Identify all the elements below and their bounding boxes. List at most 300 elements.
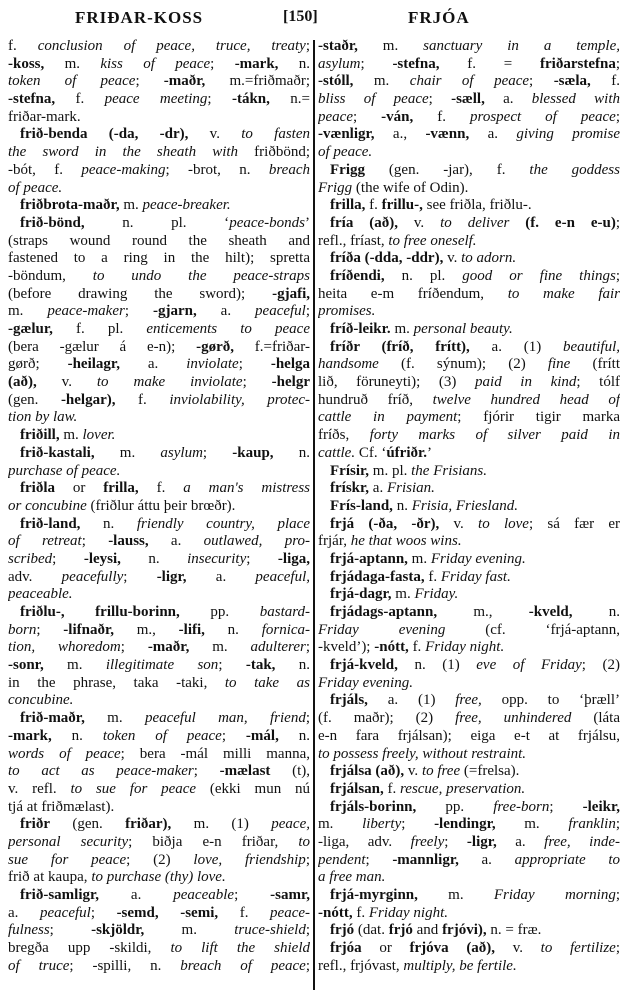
body-text: f. [590,73,620,90]
headword-text: frískr, [330,480,370,497]
text-line [8,498,310,516]
body-text: a. [119,356,187,373]
body-text: v. [439,515,479,532]
headword-text: fríðr (fríð, frítt), [330,338,470,355]
text-line [8,144,310,162]
body-text: ; [444,833,467,850]
definition-text: cattle. [318,444,356,461]
body-text: m. [119,197,143,214]
definition-text: to undo the peace-straps [92,267,310,284]
entry-start-line [8,604,310,622]
definition-text: scribed [8,550,53,567]
body-text: (friðlur áttu þeir brœðr). [86,497,236,514]
headword-text: -mark, [234,55,279,72]
headword-text: frið-samligr, [20,887,100,903]
body-text: n. [278,55,310,72]
body-text: ; [615,55,620,72]
body-text: m. [84,710,145,727]
body-text: (straps wound round the sheath and [8,232,310,249]
text-line [8,56,310,74]
definition-text: inviolability, protec- [169,391,310,408]
definition-text: rescue, preservation. [400,780,526,797]
body-text: ; biðja e-n friðar, [128,833,299,850]
definition-text: sanctuary in a temple, [423,38,620,54]
headword-text: -tak, [245,657,276,674]
entry-start-line [318,657,620,675]
text-line [318,303,620,321]
headword-text: friðbrota-maðr, [20,197,120,214]
body-text: frjár, [318,533,351,550]
definition-text: peace-making [81,161,166,178]
text-line [8,692,310,710]
body-text: ; [210,55,235,72]
text-line [8,763,310,781]
body-text: ; [242,374,272,391]
text-line [8,38,310,56]
definition-text: peace, [271,816,310,833]
body-text: m., [113,621,179,638]
definition-text: to deliver [440,214,510,231]
body-text: n. (1) [397,657,477,674]
body-text: fríðs, [318,427,370,444]
definition-text: enticements to peace [146,321,310,337]
definition-text: eve of Friday [476,657,582,674]
definition-text: chair of peace [409,73,530,90]
definition-text: of peace. [8,179,63,196]
body-text: n. pl. ‘ [84,214,230,231]
headword-text: -sæll, [451,91,485,108]
entry-start-line [318,250,620,268]
body-text: frið at kaupa, [8,869,92,886]
headword-text: fríðendi, [330,267,385,284]
body-text: ; (2) [126,851,194,868]
body-text: f. [352,904,369,921]
entry-start-line [318,463,620,481]
text-line [8,91,310,109]
headword-text: Frísir, [330,462,370,479]
body-text: n. [120,550,188,567]
definition-text: to act as peace-maker [8,763,194,780]
definition-text: free, [455,692,482,709]
left-column [8,38,310,975]
body-text: ; [305,38,310,54]
body-text: in the phrase, taka -taki, [8,674,225,691]
headword-text: -lendingr, [434,816,496,833]
body-text: (the wife of Odin). [352,179,469,196]
page-number: [150] [283,8,318,25]
headword-text: -stefna, [392,55,440,72]
body-text: a. (1) [469,338,563,355]
text-line [8,356,310,374]
definition-text: asylum [318,55,361,72]
text-line [318,56,620,74]
entry-start-line [318,268,620,286]
entry-start-line [8,427,310,445]
headword-text: friðill, [20,427,60,444]
text-line [8,728,310,746]
definition-text: or concubine [8,497,87,514]
body-text: opp. to ‘þræll’ [481,692,620,709]
body-text: n. pl. [384,267,463,284]
text-line [8,233,310,251]
body-text: bregða upp -skildi, [8,940,171,957]
body-text: m. [417,887,494,903]
definition-text: he that woos wins. [350,533,462,550]
definition-text: the goddess [529,161,620,178]
entry-start-line [8,887,310,905]
text-line [8,799,310,817]
headword-text: -ligr, [466,833,497,850]
text-line [318,445,620,463]
body-text [509,215,525,231]
body-text: ; [135,73,164,90]
definition-text: concubine. [8,692,74,709]
text-line [318,286,620,304]
text-line [318,180,620,198]
body-text: f. = [439,55,541,72]
headword-text: -kaup, [232,444,274,461]
headword-text: frjá-dagr, [330,586,392,603]
text-line [8,746,310,764]
body-text: n. [51,727,103,744]
body-text: m. [495,816,569,833]
body-text: -kveld’); [318,639,375,656]
headword-text: frið-bönd, [20,214,85,231]
body-text: v. [443,250,462,267]
body-text: ; [305,922,310,939]
definition-text: free, unhindered [455,710,572,727]
body-text: adv. [8,568,62,585]
entry-start-line [8,516,310,534]
definition-text: personal beauty. [413,321,513,337]
body-text: e-n fara frjálsan); eiga e-t at frjálsu, [318,727,620,744]
body-text: ; [90,904,117,921]
definition-text: to free [421,763,461,780]
body-text: (before drawing the sword); [8,285,273,302]
definition-text: freely [410,833,445,850]
text-line [318,728,620,746]
definition-text: to fertilize [540,940,616,957]
body-text: f. [408,639,426,656]
headword-text: frjóva (að), [409,940,496,957]
definition-text: to sue for peace [70,780,197,797]
headword-text: frjá-aptann, [330,550,408,567]
body-text: m. [44,55,101,72]
definition-text: bliss of peace [318,91,429,108]
headword-text: -lauss, [108,533,149,550]
definition-text: peaceable [173,887,235,903]
headword-text: -lifnaðr, [63,621,114,638]
body-text: m. [59,427,83,444]
definition-text: tion by law. [8,409,78,426]
definition-text: fine [547,356,571,373]
definition-text: truce-shield [234,922,306,939]
body-text: (cf. ‘frjá-aptann, [445,621,620,638]
body-text: m. [189,639,251,656]
body-text: -böndum, [8,267,93,284]
headword-text: friðarstefna [540,55,616,72]
entry-start-line [318,604,620,622]
text-line [8,162,310,180]
body-text: ; [428,91,452,108]
body-text: lið, föruneyti); (3) [318,374,476,391]
headword-text: frjáls-borinn, [330,798,417,815]
headword-text: friðla [20,480,55,497]
body-text: ; (2) [581,657,620,674]
headword-text: -leysi, [83,550,121,567]
definition-text: Frigg [318,179,353,196]
body-text: (láta [571,710,620,727]
definition-text: Frisia, Friesland. [411,497,518,514]
body-text: m. [43,657,106,674]
body-text: m. [390,321,414,337]
definition-text: born [8,621,37,638]
body-text: n. [204,621,262,638]
definition-text: peaceful [40,904,91,921]
body-text: m. (1) [171,816,272,833]
body-text: Cf. ‘ [355,444,387,461]
body-text: f.=friðar- [234,338,310,355]
body-text: m. [353,73,410,90]
body-text: (frítt [570,356,620,373]
definition-text: purchase of peace. [8,462,121,479]
body-text: ; [36,621,64,638]
headword-text: -semd, -semi, [116,904,219,921]
definition-text: free, inde- [544,833,620,850]
headword-text: -kveld, [528,604,573,620]
headword-text: -gælur, [8,321,53,337]
headword-text: frilla, [103,480,139,497]
body-text: pp. [416,798,494,815]
body-text: pp. [179,604,260,620]
entry-start-line [318,569,620,587]
text-line [318,958,620,976]
body-text: (gen. [8,391,61,408]
definition-text: a free man. [318,869,386,886]
text-line [8,586,310,604]
body-text: a. [469,126,517,143]
text-line [8,533,310,551]
body-text: m., [437,604,529,620]
headword-text: frið-maðr, [20,710,85,727]
body-text: ; [305,710,310,727]
body-text: (f. sýnum); (2) [378,356,548,373]
body-text: f. [413,108,471,125]
definition-text: prospect of peace [470,108,616,125]
body-text: ; [615,940,620,957]
headword-text: -sonr, [8,657,44,674]
body-text: m. [144,922,235,939]
definition-text: of peace. [318,144,373,161]
text-line [8,250,310,268]
entry-start-line [318,162,620,180]
definition-text: bastard- [259,604,310,620]
text-line [8,569,310,587]
definition-text: to free oneself. [388,232,477,249]
body-text: ; [305,851,310,868]
body-text: ; [193,763,220,780]
text-line [8,286,310,304]
definition-text: forty marks of silver paid in [369,427,620,444]
text-line [8,852,310,870]
headword-text: -skjöldr, [91,922,145,939]
body-text: m.=friðmaðr; [205,73,310,90]
entry-start-line [318,887,620,905]
text-line [318,639,620,657]
headword-text: -leikr, [582,798,620,815]
body-text: n. [392,497,412,514]
headword-text: friðr [20,816,50,833]
text-line [8,657,310,675]
body-text: ; [207,91,232,108]
definition-text: kiss of peace [100,55,211,72]
headword-text: -koss, [8,55,45,72]
definition-text: to make fair [507,285,620,302]
text-line [8,869,310,887]
definition-text: token of peace [102,727,222,744]
definition-text: a man's mistress [183,480,310,497]
entry-start-line [318,321,620,339]
body-text: ; [221,727,246,744]
definition-text: peace-bonds [229,214,305,231]
definition-text: lover. [82,427,116,444]
text-line [8,622,310,640]
text-line [8,268,310,286]
entry-start-line [318,516,620,534]
body-text: (gen. [49,816,126,833]
definition-text: insecurity [187,550,247,567]
entry-start-line [318,197,620,215]
body-text: v. [397,214,441,231]
definition-text: Friday evening [318,621,446,638]
body-text: m. [318,816,363,833]
definition-text: of retreat [8,533,82,550]
headword-text: (f. e-n e-u) [525,214,616,231]
definition-text: to adorn. [461,250,517,267]
entry-start-line [318,480,620,498]
definition-text: fornica- [261,621,310,638]
body-text: n. [572,604,620,620]
body-text: ; tólf [576,374,620,391]
body-text: v. [188,126,242,143]
entry-start-line [8,710,310,728]
headword-text: -helgar), [60,391,116,408]
body-text: and [412,922,443,939]
body-text: see friðla, friðlu-. [422,197,532,214]
definition-text: peace-maker [47,303,125,320]
definition-text: giving promise [516,126,620,143]
text-line [8,639,310,657]
headword-text: fríða (-dda, -ddr), [330,250,444,267]
headword-text: -nótt, [374,639,409,656]
text-line [318,675,620,693]
headword-text: frillu-, [381,197,423,214]
text-line [8,73,310,91]
headword-text: frið-benda (-da, -dr), [20,126,189,143]
headword-text: -stefna, [8,91,56,108]
text-line [8,321,310,339]
body-text: refl., frjóvast, [318,957,404,974]
body-text: gørð; [8,356,68,373]
body-text: a. [496,833,545,850]
definition-text: to fasten [241,126,310,143]
body-text: a. [8,904,40,921]
definition-text: Friday morning [493,887,616,903]
body-text: ; [549,798,583,815]
definition-text: the sword in the sheath with [8,144,239,161]
entry-start-line [318,215,620,233]
text-line [8,303,310,321]
headword-text: -vænn, [425,126,470,143]
body-text: v. [495,940,541,957]
entry-start-line [8,126,310,144]
text-line [318,622,620,640]
body-text: a., [374,126,426,143]
body-text: ; [352,108,382,125]
headword-text: (að), [8,374,37,391]
entry-start-line [318,922,620,940]
definition-text: handsome [318,356,379,373]
right-column [318,38,620,975]
headword-text: -sæla, [553,73,591,90]
text-line [8,409,310,427]
definition-text: breach [268,161,310,178]
headword-text: frjá-myrginn, [330,887,418,903]
body-text: ; [615,108,620,125]
entry-start-line [8,816,310,834]
headword-text: frjó [330,922,355,939]
body-text: ; [529,73,554,90]
definition-text: peaceful, [255,568,310,585]
headword-text: -nótt, [318,904,353,921]
definition-text: illegitimate son [105,657,219,674]
definition-text: Friday evening. [318,674,413,691]
body-text: refl., fríast, [318,232,389,249]
body-text: ; fjórir tigir marka [457,409,620,426]
body-text: f. [383,780,400,797]
body-text: n. = fræ. [486,922,542,939]
definition-text: multiply, be fertile. [403,957,517,974]
entry-start-line [318,940,620,958]
entry-start-line [318,498,620,516]
running-head-left: FRIÐAR-KOSS [75,8,204,27]
body-text: m. [357,38,424,54]
text-line [318,109,620,127]
definition-text: liberty [362,816,402,833]
body-text: ; [234,887,271,903]
body-text: a. [99,887,174,903]
body-text: f. [8,38,38,54]
definition-text: to make inviolate [96,374,243,391]
headword-text: frjóvi), [442,922,487,939]
body-text: ; [305,957,310,974]
entry-start-line [318,799,620,817]
body-text: f. [365,197,382,214]
definition-text: to love [478,515,529,532]
body-text: m. [407,550,431,567]
body-text: ’ [427,444,433,461]
body-text: ; [305,303,310,320]
definition-text: tion, whoredom [8,639,121,656]
headword-text: -helgr [271,374,310,391]
body-text: f. [55,91,105,108]
body-text: (gen. -jar), f. [365,161,530,178]
definition-text: peace- [270,904,310,921]
headword-text: -samr, [270,887,310,903]
body-text: ; [401,816,435,833]
headword-text: -liga, [277,550,310,567]
definition-text: good or fine things [462,267,616,284]
